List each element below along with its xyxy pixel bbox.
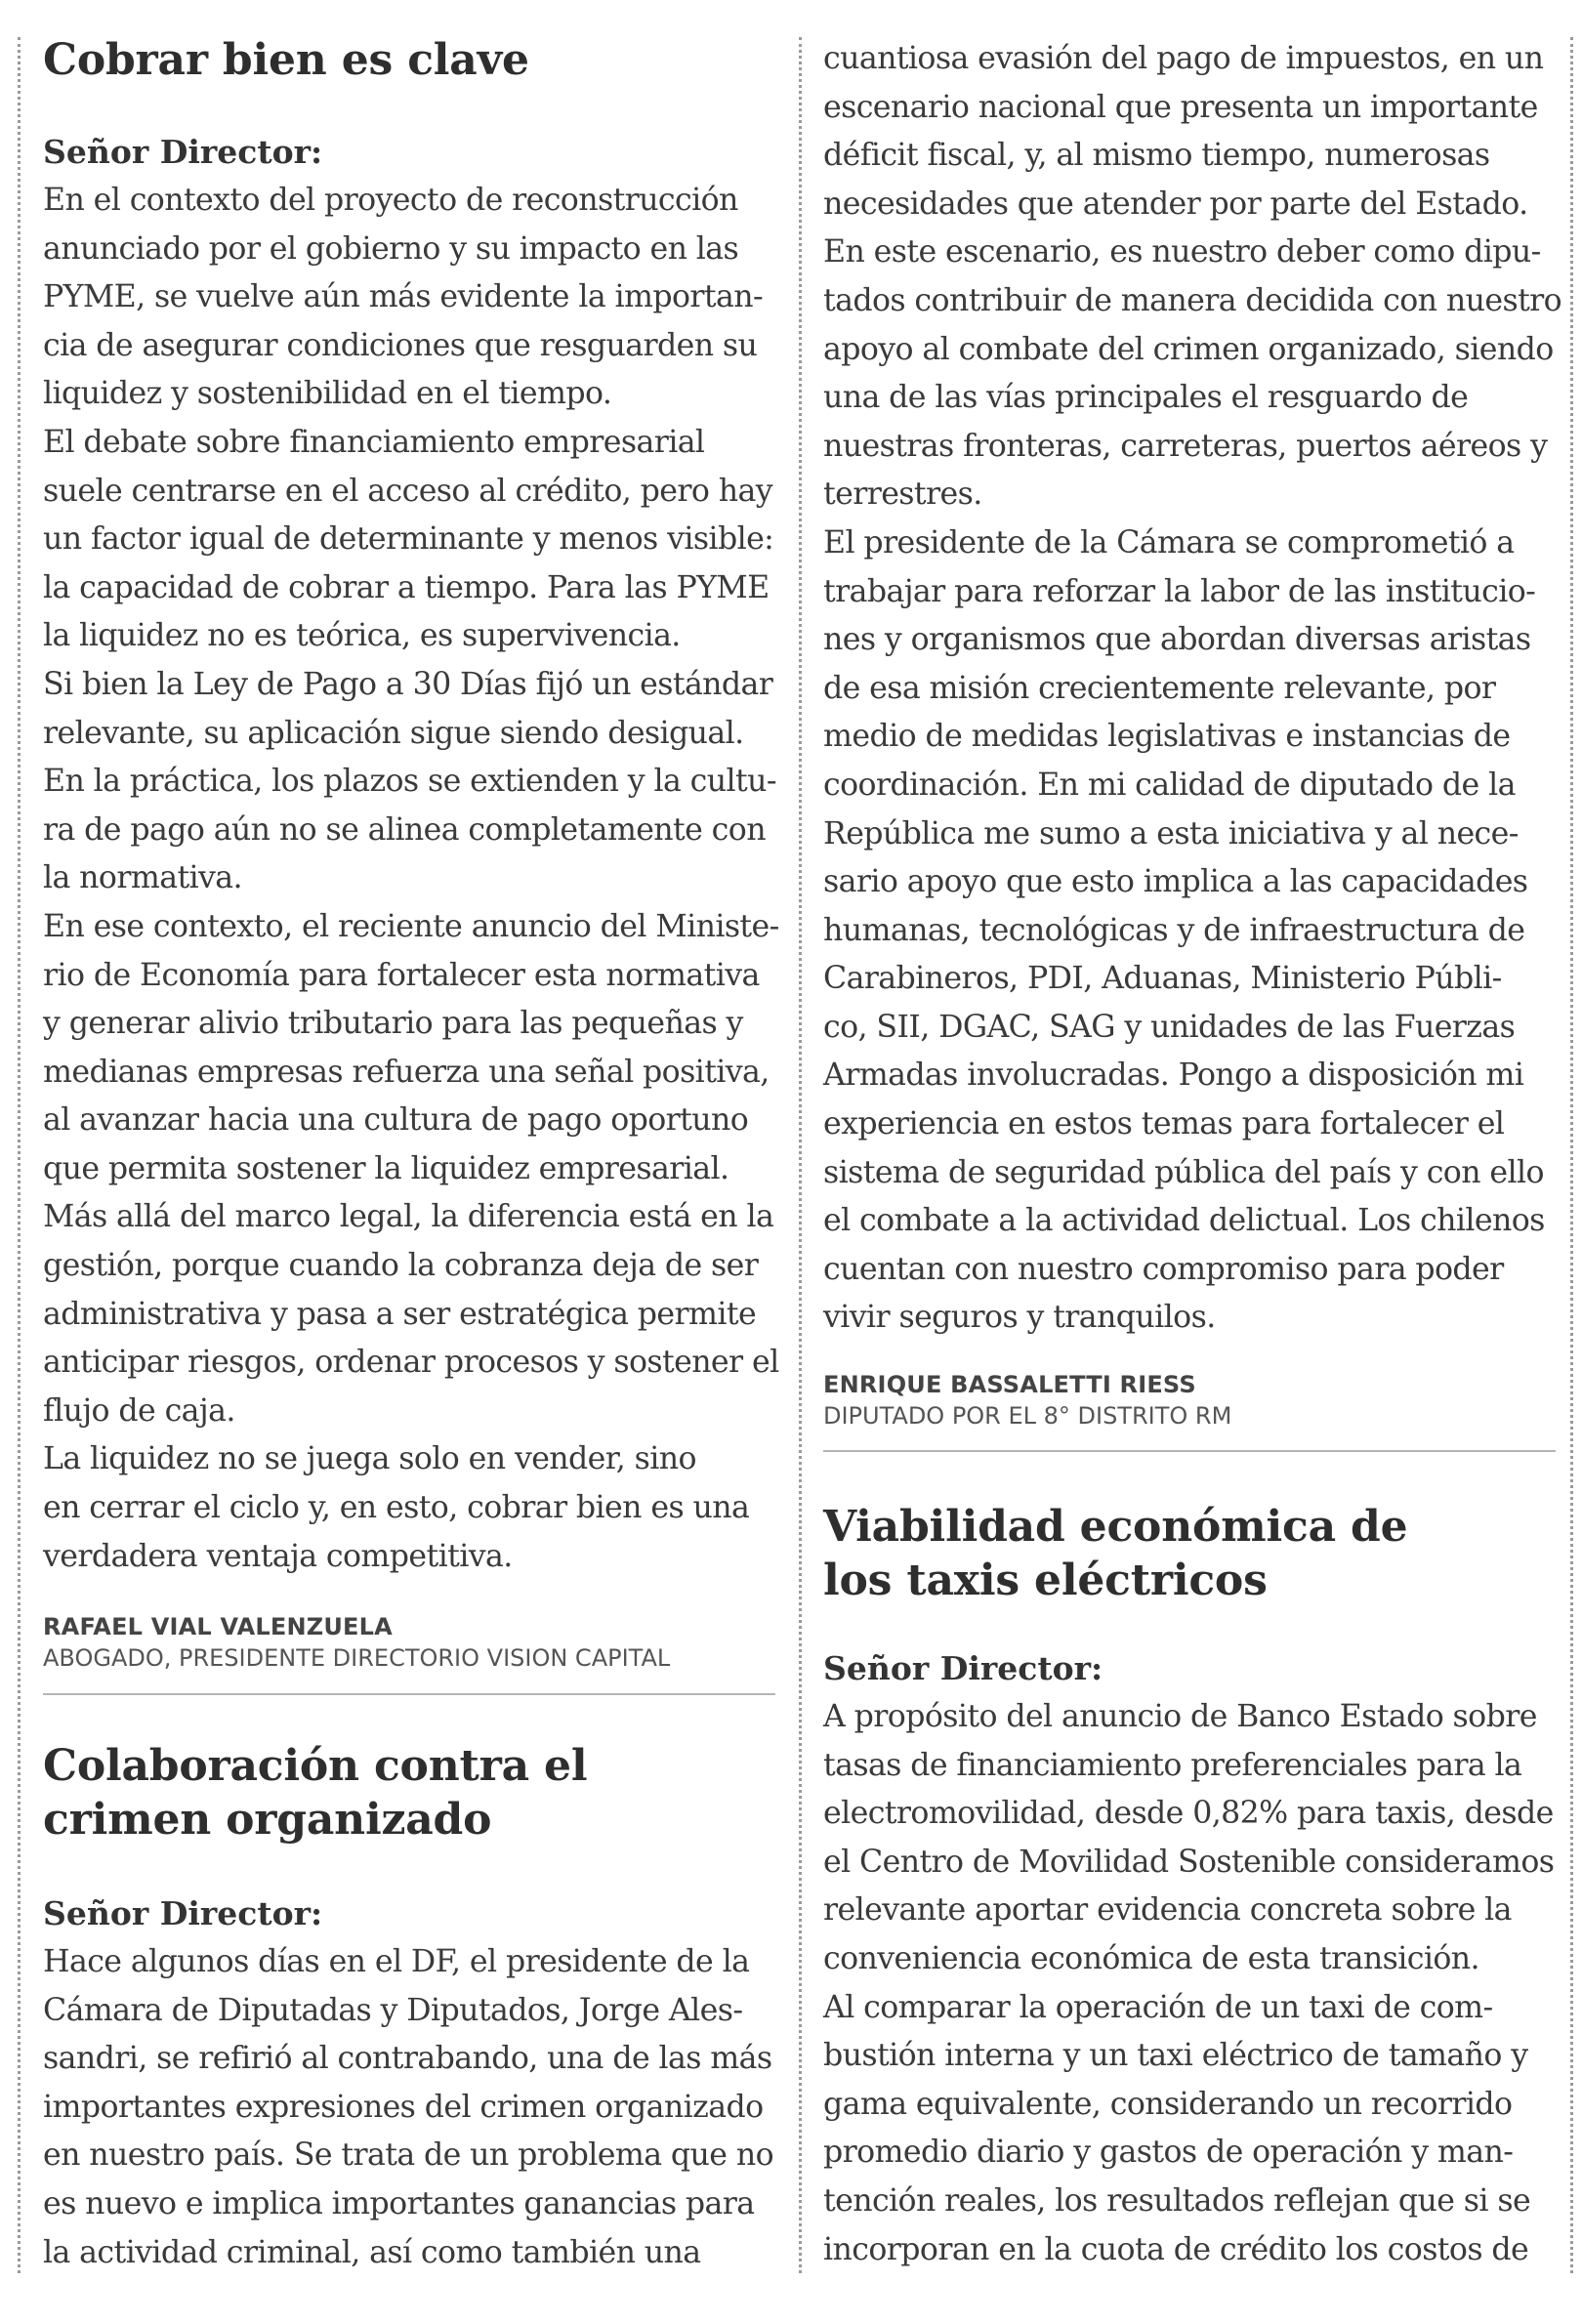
body-line: en cerrar el ciclo y, en esto, cobrar bien es una — [43, 1490, 750, 1526]
body-line: tención reales, los resultados reflejan que si se — [823, 2182, 1531, 2219]
body-line: El debate sobre financiamiento empresarial — [43, 424, 705, 460]
body-line: la normativa. — [43, 860, 242, 896]
body-line: ra de pago aún no se alinea completamente con — [43, 811, 766, 848]
body-line: Carabineros, PDI, Aduanas, Ministerio Públi- — [823, 961, 1502, 997]
body-line: promedio diario y gastos de operación y man- — [823, 2135, 1514, 2171]
body-line: incorporan en la cuota de crédito los costos de — [823, 2231, 1529, 2267]
right-column — [823, 0, 1562, 2324]
body-line: conveniencia económica de esta transición. — [823, 1940, 1479, 1976]
column-divider-right — [1570, 37, 1573, 2273]
body-line: sistema de seguridad pública del país y con ello — [823, 1154, 1544, 1190]
letter-2-body — [43, 1938, 773, 2277]
body-line: En este escenario, es nuestro deber como dipu- — [823, 234, 1541, 270]
body-line: PYME, se vuelve aún más evidente la importan- — [43, 279, 764, 315]
body-line: En el contexto del proyecto de reconstrucción — [43, 183, 738, 218]
body-line: A propósito del anuncio de Banco Estado sobre — [823, 1699, 1537, 1734]
body-line: sandri, se refirió al contrabando, una de las más — [43, 2041, 772, 2077]
body-line: Si bien la Ley de Pago a 30 Días fijó un estándar — [43, 666, 773, 702]
body-line: anticipar riesgos, ordenar procesos y sostener el — [43, 1345, 779, 1381]
body-line: la capacidad de cobrar a tiempo. Para las PYME — [43, 569, 770, 605]
column-divider-middle — [799, 37, 802, 2273]
body-line: Más allá del marco legal, la diferencia está en la — [43, 1199, 774, 1235]
column-divider-left — [18, 37, 21, 2273]
body-line: es nuevo e implica importantes ganancias para — [43, 2185, 755, 2221]
letter-3-salutation: Señor Director: — [823, 1649, 1103, 1687]
body-line: administrativa y pasa a ser estratégica permite — [43, 1296, 757, 1332]
body-line: terrestres. — [823, 477, 982, 513]
body-line: tasas de financiamiento preferenciales para la — [823, 1747, 1522, 1783]
body-line: flujo de caja. — [43, 1392, 235, 1429]
body-line: La liquidez no se juega solo en vender, sino — [43, 1441, 696, 1477]
body-line: trabajar para reforzar la labor de las institucio- — [823, 573, 1536, 609]
body-line: importantes expresiones del crimen organizado — [43, 2089, 764, 2125]
body-line: relevante, su aplicación sigue siendo desigual. — [43, 715, 744, 751]
body-line: co, SII, DGAC, SAG y unidades de las Fuerzas — [823, 1009, 1516, 1045]
body-line: al avanzar hacia una cultura de pago oportuno — [43, 1102, 749, 1139]
body-line: nes y organismos que abordan diversas aristas — [823, 622, 1531, 658]
body-line: rio de Economía para fortalecer esta normativa — [43, 957, 760, 993]
body-line: en nuestro país. Se trata de un problema que no — [43, 2137, 774, 2174]
body-line: de esa misión crecientemente relevante, por — [823, 670, 1496, 706]
separator-rule — [823, 1450, 1556, 1452]
body-line: El presidente de la Cámara se comprometió a — [823, 524, 1515, 560]
body-line: experiencia en estos temas para fortalecer el — [823, 1106, 1505, 1142]
body-line: necesidades que atender por parte del Estado. — [823, 186, 1528, 222]
body-line: República me sumo a esta iniciativa y al nece- — [823, 815, 1519, 851]
body-line: gestión, porque cuando la cobranza deja de ser — [43, 1248, 759, 1284]
body-line: Al comparar la operación de un taxi de com- — [823, 1989, 1493, 2025]
body-line: cuantiosa evasión del pago de impuestos, en un — [823, 41, 1544, 76]
body-line: Hace algunos días en el DF, el presidente de la — [43, 1944, 750, 1979]
body-line: electromovilidad, desde 0,82% para taxis, desde — [823, 1796, 1554, 1832]
letter-1-body — [43, 177, 779, 1581]
body-line: la actividad criminal, así como también una — [43, 2234, 701, 2270]
body-line: anunciado por el gobierno y su impacto en las — [43, 230, 739, 267]
letter-2-signature-title: DIPUTADO POR EL 8° DISTRITO RM — [823, 1402, 1232, 1430]
body-line: escenario nacional que presenta un importante — [823, 89, 1538, 125]
body-line: apoyo al combate del crimen organizado, siendo — [823, 331, 1554, 367]
letter-3-headline: Viabilidad económica de los taxis eléctricos — [823, 1502, 1408, 1605]
body-line: tados contribuir de manera decidida con nuestro — [823, 282, 1562, 318]
body-line: vivir seguros y tranquilos. — [823, 1300, 1216, 1336]
letter-1-signature-name: RAFAEL VIAL VALENZUELA — [43, 1613, 393, 1640]
body-line: y generar alivio tributario para las pequeñas y — [43, 1006, 743, 1042]
letter-2-salutation: Señor Director: — [43, 1894, 323, 1932]
letter-2-headline: Colaboración contra el crimen organizado — [43, 1741, 588, 1845]
letter-2-signature-name: ENRIQUE BASSALETTI RIESS — [823, 1371, 1196, 1398]
letter-1-salutation: Señor Director: — [43, 133, 323, 171]
body-line: el combate a la actividad delictual. Los chilenos — [823, 1203, 1545, 1239]
body-line: En ese contexto, el reciente anuncio del Ministe- — [43, 908, 779, 944]
body-line: una de las vías principales el resguardo de — [823, 380, 1469, 416]
letter-1-headline: Cobrar bien es clave — [43, 35, 529, 85]
body-line: sario apoyo que esto implica a las capacidades — [823, 864, 1528, 900]
body-line: medianas empresas refuerza una señal positiva, — [43, 1054, 770, 1090]
letter-2-body-continued — [823, 35, 1561, 1343]
body-line: cia de asegurar condiciones que resguarden su — [43, 327, 758, 363]
body-line: el Centro de Movilidad Sostenible consideramos — [823, 1844, 1555, 1880]
body-line: verdadera ventaja competitiva. — [43, 1538, 513, 1574]
body-line: liquidez y sostenibilidad en el tiempo. — [43, 376, 612, 412]
body-line: medio de medidas legislativas e instancias de — [823, 719, 1511, 755]
body-line: Armadas involucradas. Pongo a disposición mi — [823, 1058, 1524, 1094]
body-line: cuentan con nuestro compromiso para poder — [823, 1251, 1504, 1287]
letter-3-body — [823, 1693, 1554, 2274]
left-column — [43, 0, 777, 2324]
body-line: gama equivalente, considerando un recorrido — [823, 2086, 1513, 2122]
body-line: suele centrarse en el acceso al crédito, pero hay — [43, 473, 772, 509]
letter-1-signature-title: ABOGADO, PRESIDENTE DIRECTORIO VISION CAPITAL — [43, 1644, 671, 1672]
body-line: déficit fiscal, y, al mismo tiempo, numerosas — [823, 138, 1490, 174]
body-line: coordinación. En mi calidad de diputado de la — [823, 767, 1516, 803]
body-line: un factor igual de determinante y menos visible: — [43, 521, 774, 558]
body-line: relevante aportar evidencia concreta sobre la — [823, 1892, 1512, 1929]
body-line: la liquidez no es teórica, es supervivencia. — [43, 618, 681, 654]
body-line: nuestras fronteras, carreteras, puertos aéreos y — [823, 428, 1548, 464]
body-line: bustión interna y un taxi eléctrico de tamaño y — [823, 2038, 1528, 2074]
body-line: Cámara de Diputadas y Diputados, Jorge Ales- — [43, 1992, 743, 2028]
separator-rule — [43, 1693, 775, 1695]
body-line: que permita sostener la liquidez empresarial. — [43, 1150, 729, 1186]
body-line: humanas, tecnológicas y de infraestructura de — [823, 912, 1525, 948]
body-line: En la práctica, los plazos se extienden y la cultu- — [43, 764, 776, 800]
